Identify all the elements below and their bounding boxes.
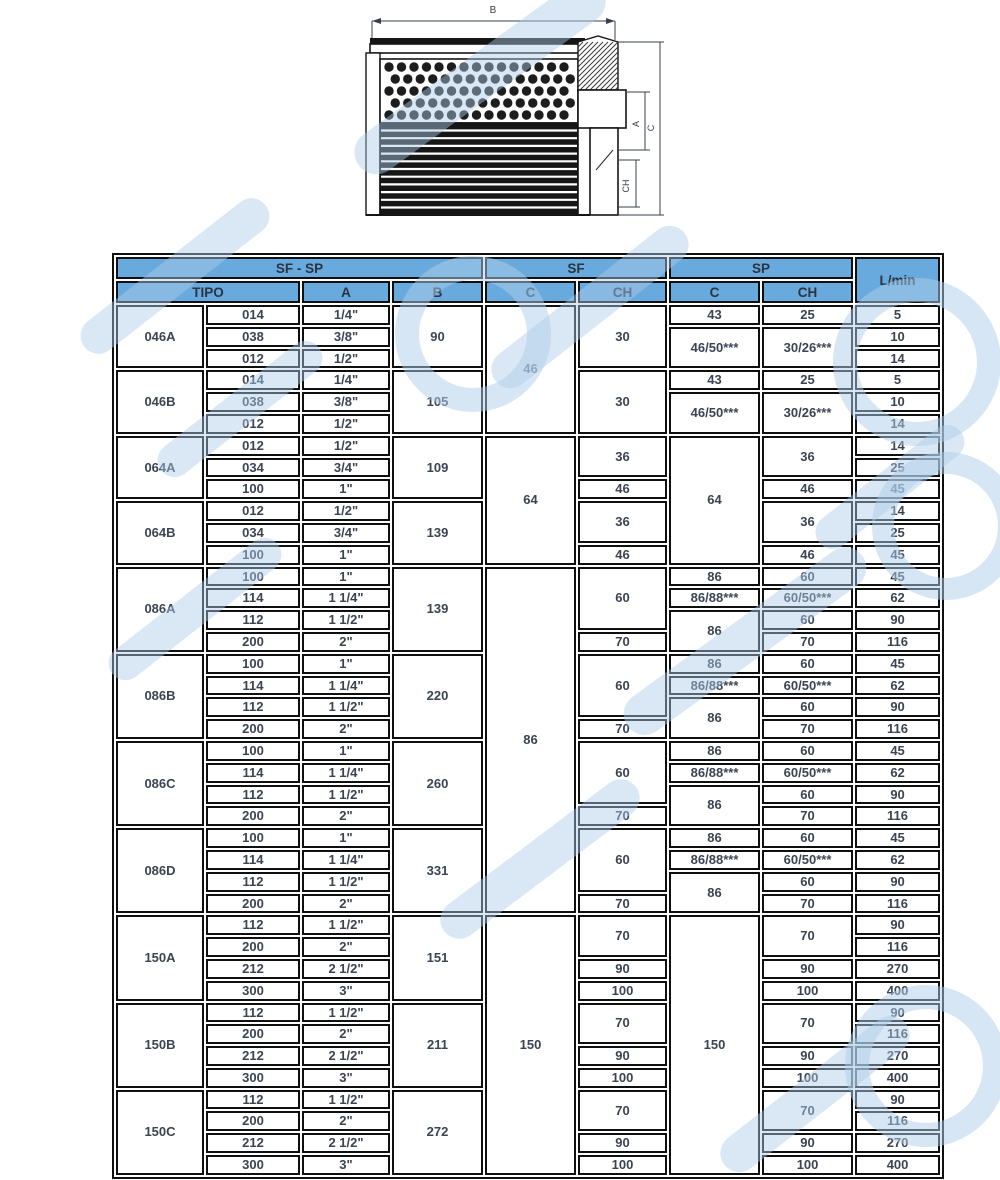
table-cell: 114 — [206, 763, 300, 783]
table-cell: 270 — [855, 1133, 940, 1153]
table-cell: 45 — [855, 828, 940, 848]
table-cell: 90 — [855, 785, 940, 805]
table-cell: 36 — [762, 501, 853, 543]
table-cell: 139 — [392, 567, 483, 652]
table-cell: 100 — [206, 654, 300, 674]
table-cell: 2" — [302, 632, 390, 652]
table-cell: 2" — [302, 894, 390, 914]
table-cell: 60 — [762, 828, 853, 848]
table-cell: 60/50*** — [762, 588, 853, 608]
table-cell: 60 — [578, 828, 667, 891]
table-cell: 1" — [302, 479, 390, 499]
table-cell: 151 — [392, 915, 483, 1000]
table-cell: 100 — [578, 981, 667, 1001]
table-cell: 62 — [855, 588, 940, 608]
table-cell: 90 — [762, 1046, 853, 1066]
table-cell: 300 — [206, 1068, 300, 1088]
table-cell: 45 — [855, 654, 940, 674]
table-cell: 60/50*** — [762, 763, 853, 783]
table-cell: 46 — [578, 479, 667, 499]
table-cell: 45 — [855, 545, 940, 565]
table-cell: 64 — [669, 436, 760, 565]
table-cell: 112 — [206, 610, 300, 630]
header-row — [116, 281, 940, 303]
table-cell: 30/26*** — [762, 327, 853, 369]
table-cell: 100 — [762, 1155, 853, 1175]
column-header: SF — [485, 257, 667, 279]
table-cell: 86 — [669, 567, 760, 587]
table-cell: 112 — [206, 1090, 300, 1110]
table-cell: 2" — [302, 1111, 390, 1131]
table-cell: 331 — [392, 828, 483, 913]
table-cell: 30 — [578, 305, 667, 368]
table-cell: 046B — [116, 370, 204, 433]
table-cell: 1 1/2" — [302, 785, 390, 805]
table-cell: 220 — [392, 654, 483, 739]
table-cell: 25 — [762, 370, 853, 390]
table-cell: 1 1/2" — [302, 610, 390, 630]
table-cell: 60 — [578, 654, 667, 717]
filter-left-cap — [366, 53, 380, 215]
table-cell: 1/2" — [302, 501, 390, 521]
table-cell: 90 — [762, 959, 853, 979]
dim-label-c: C — [646, 124, 656, 132]
table-cell: 100 — [578, 1155, 667, 1175]
table-cell: 2" — [302, 937, 390, 957]
table-cell: 100 — [762, 981, 853, 1001]
table-cell: 30/26*** — [762, 392, 853, 434]
table-cell: 100 — [206, 828, 300, 848]
table-cell: 086B — [116, 654, 204, 739]
table-cell: 112 — [206, 697, 300, 717]
port-boss — [590, 128, 618, 215]
filter-top-flange — [370, 44, 585, 53]
table-cell: 86/88*** — [669, 676, 760, 696]
table-cell: 014 — [206, 370, 300, 390]
table-cell: 3" — [302, 1068, 390, 1088]
table-cell: 1/4" — [302, 370, 390, 390]
table-cell: 70 — [578, 894, 667, 914]
table-cell: 1 1/4" — [302, 588, 390, 608]
table-cell: 5 — [855, 305, 940, 325]
table-cell: 1/2" — [302, 349, 390, 369]
column-header: CH — [762, 281, 853, 303]
arrowhead-left — [372, 18, 381, 24]
table-cell: 90 — [855, 697, 940, 717]
table-cell: 86 — [669, 610, 760, 652]
table-body — [116, 305, 940, 1175]
filter-technical-drawing — [350, 0, 680, 240]
table-cell: 2" — [302, 806, 390, 826]
table-cell: 36 — [578, 436, 667, 478]
header-row — [116, 257, 940, 279]
specifications-table — [112, 253, 944, 1179]
table-cell: 86/88*** — [669, 588, 760, 608]
table-cell: 270 — [855, 959, 940, 979]
table-cell: 70 — [762, 1090, 853, 1132]
table-cell: 1/4" — [302, 305, 390, 325]
column-header: C — [669, 281, 760, 303]
table-cell: 90 — [392, 305, 483, 368]
table-cell: 100 — [578, 1068, 667, 1088]
table-cell: 1 1/2" — [302, 915, 390, 935]
table-cell: 400 — [855, 981, 940, 1001]
table-cell: 270 — [855, 1046, 940, 1066]
table-cell: 114 — [206, 588, 300, 608]
table-cell: 1/2" — [302, 414, 390, 434]
table-cell: 1 1/2" — [302, 872, 390, 892]
table-cell: 1" — [302, 741, 390, 761]
table-cell: 10 — [855, 392, 940, 412]
table-cell: 3" — [302, 1155, 390, 1175]
table-cell: 60 — [578, 567, 667, 630]
table-cell: 43 — [669, 370, 760, 390]
table-cell: 25 — [855, 523, 940, 543]
table-cell: 45 — [855, 479, 940, 499]
table-cell: 90 — [762, 1133, 853, 1153]
table-cell: 36 — [578, 501, 667, 543]
table-cell: 112 — [206, 785, 300, 805]
table-cell: 100 — [206, 741, 300, 761]
table-cell: 212 — [206, 1133, 300, 1153]
table-cell: 30 — [578, 370, 667, 433]
table-cell: 1 1/4" — [302, 676, 390, 696]
table-cell: 012 — [206, 501, 300, 521]
table-header — [116, 257, 940, 303]
table-cell: 46 — [578, 545, 667, 565]
table-cell: 60 — [762, 785, 853, 805]
table-cell: 064B — [116, 501, 204, 564]
table-cell: 2" — [302, 1024, 390, 1044]
table-cell: 64 — [485, 436, 576, 565]
dim-label-ch: CH — [621, 179, 631, 193]
table-cell: 86 — [669, 741, 760, 761]
table-cell: 46 — [762, 545, 853, 565]
table-cell: 1" — [302, 654, 390, 674]
table-cell: 86 — [669, 654, 760, 674]
table-cell: 116 — [855, 1111, 940, 1131]
table-cell: 1 1/2" — [302, 1003, 390, 1023]
table-cell: 200 — [206, 1111, 300, 1131]
table-cell: 14 — [855, 349, 940, 369]
table-cell: 200 — [206, 894, 300, 914]
table-cell: 1 1/2" — [302, 1090, 390, 1110]
table-cell: 2 1/2" — [302, 1133, 390, 1153]
table-cell: 70 — [578, 915, 667, 957]
table-cell: 86 — [485, 567, 576, 914]
table-cell: 114 — [206, 850, 300, 870]
table-cell: 116 — [855, 1024, 940, 1044]
table-cell: 112 — [206, 915, 300, 935]
table-cell: 70 — [578, 1003, 667, 1045]
table-cell: 60/50*** — [762, 676, 853, 696]
table-cell: 25 — [762, 305, 853, 325]
table-cell: 086D — [116, 828, 204, 913]
table-cell: 300 — [206, 981, 300, 1001]
table-cell: 90 — [578, 959, 667, 979]
table-cell: 038 — [206, 327, 300, 347]
table-cell: 1 1/4" — [302, 850, 390, 870]
table-cell: 200 — [206, 632, 300, 652]
table-cell: 90 — [855, 610, 940, 630]
table-cell: 112 — [206, 1003, 300, 1023]
table-cell: 86/88*** — [669, 763, 760, 783]
table-cell: 012 — [206, 436, 300, 456]
table-cell: 90 — [855, 1003, 940, 1023]
table-cell: 200 — [206, 719, 300, 739]
table-cell: 43 — [669, 305, 760, 325]
column-header: L/min — [855, 257, 940, 303]
table-cell: 3/8" — [302, 327, 390, 347]
table-cell: 114 — [206, 676, 300, 696]
table-cell: 139 — [392, 501, 483, 564]
table-cell: 45 — [855, 567, 940, 587]
table-cell: 70 — [762, 806, 853, 826]
table-cell: 70 — [762, 1003, 853, 1045]
table-cell: 014 — [206, 305, 300, 325]
table-cell: 112 — [206, 872, 300, 892]
table-cell: 1 1/4" — [302, 763, 390, 783]
table-cell: 25 — [855, 458, 940, 478]
column-header: B — [392, 281, 483, 303]
table-cell: 90 — [578, 1046, 667, 1066]
table-cell: 150 — [485, 915, 576, 1175]
table-cell: 116 — [855, 894, 940, 914]
table-cell: 100 — [206, 479, 300, 499]
table-cell: 60 — [762, 872, 853, 892]
dim-label-a: A — [631, 120, 641, 128]
table-cell: 100 — [206, 545, 300, 565]
table-cell: 3/8" — [302, 392, 390, 412]
table-cell: 086A — [116, 567, 204, 652]
table-cell: 2 1/2" — [302, 959, 390, 979]
table-cell: 86 — [669, 785, 760, 827]
table-cell: 1" — [302, 567, 390, 587]
column-header: A — [302, 281, 390, 303]
table-cell: 150C — [116, 1090, 204, 1175]
table-cell: 212 — [206, 1046, 300, 1066]
table-cell: 116 — [855, 719, 940, 739]
table-cell: 109 — [392, 436, 483, 499]
table-cell: 5 — [855, 370, 940, 390]
table-cell: 70 — [578, 1090, 667, 1132]
table-cell: 86/88*** — [669, 850, 760, 870]
table-cell: 70 — [578, 632, 667, 652]
table-cell: 60 — [762, 610, 853, 630]
column-header: SF - SP — [116, 257, 483, 279]
table-cell: 2 1/2" — [302, 1046, 390, 1066]
table-cell: 62 — [855, 850, 940, 870]
table-cell: 400 — [855, 1155, 940, 1175]
table-cell: 90 — [855, 872, 940, 892]
table-cell: 105 — [392, 370, 483, 433]
column-header: CH — [578, 281, 667, 303]
table-cell: 116 — [855, 937, 940, 957]
table-cell: 116 — [855, 806, 940, 826]
table-cell: 400 — [855, 1068, 940, 1088]
table-cell: 150A — [116, 915, 204, 1000]
table-cell: 046A — [116, 305, 204, 368]
table-cell: 272 — [392, 1090, 483, 1175]
table-cell: 10 — [855, 327, 940, 347]
table-cell: 012 — [206, 349, 300, 369]
table-row — [116, 305, 940, 325]
table-cell: 70 — [762, 719, 853, 739]
table-cell: 116 — [855, 632, 940, 652]
table-cell: 70 — [762, 915, 853, 957]
table-cell: 90 — [578, 1133, 667, 1153]
table-row — [116, 436, 940, 456]
table-cell: 100 — [762, 1068, 853, 1088]
table-cell: 70 — [762, 632, 853, 652]
arrowhead-right — [606, 18, 615, 24]
table-cell: 200 — [206, 1024, 300, 1044]
table-cell: 46 — [485, 305, 576, 434]
table-cell: 086C — [116, 741, 204, 826]
table-cell: 150 — [669, 915, 760, 1175]
table-cell: 200 — [206, 806, 300, 826]
table-cell: 90 — [855, 915, 940, 935]
table-cell: 3/4" — [302, 458, 390, 478]
table-cell: 100 — [206, 567, 300, 587]
table-cell: 70 — [762, 894, 853, 914]
table-cell: 60 — [762, 741, 853, 761]
table-cell: 1" — [302, 828, 390, 848]
table-cell: 60 — [762, 567, 853, 587]
table-cell: 200 — [206, 937, 300, 957]
hex-nut — [578, 90, 626, 128]
table-cell: 62 — [855, 676, 940, 696]
table-cell: 46/50*** — [669, 327, 760, 369]
table-cell: 1" — [302, 545, 390, 565]
table-cell: 62 — [855, 763, 940, 783]
table-cell: 60 — [578, 741, 667, 804]
table-cell: 14 — [855, 414, 940, 434]
table-cell: 45 — [855, 741, 940, 761]
filter-top-rim — [370, 38, 585, 44]
table-cell: 86 — [669, 697, 760, 739]
column-header: SP — [669, 257, 853, 279]
table-cell: 3" — [302, 981, 390, 1001]
table-cell: 064A — [116, 436, 204, 499]
table-cell: 212 — [206, 959, 300, 979]
column-header: TIPO — [116, 281, 300, 303]
table-cell: 60 — [762, 654, 853, 674]
table-cell: 211 — [392, 1003, 483, 1088]
table-cell: 60 — [762, 697, 853, 717]
table-cell: 70 — [578, 719, 667, 739]
table-cell: 70 — [578, 806, 667, 826]
table-cell: 46 — [762, 479, 853, 499]
table-cell: 012 — [206, 414, 300, 434]
table-cell: 14 — [855, 501, 940, 521]
table-cell: 300 — [206, 1155, 300, 1175]
table-cell: 46/50*** — [669, 392, 760, 434]
table-cell: 3/4" — [302, 523, 390, 543]
table-cell: 150B — [116, 1003, 204, 1088]
table-cell: 90 — [855, 1090, 940, 1110]
dim-label-b: B — [489, 5, 497, 16]
table-cell: 86 — [669, 828, 760, 848]
table-cell: 14 — [855, 436, 940, 456]
table-row — [116, 915, 940, 935]
table-cell: 034 — [206, 523, 300, 543]
table-cell: 60/50*** — [762, 850, 853, 870]
table-cell: 034 — [206, 458, 300, 478]
table-cell: 1/2" — [302, 436, 390, 456]
table-cell: 038 — [206, 392, 300, 412]
table-cell: 36 — [762, 436, 853, 478]
table-cell: 86 — [669, 872, 760, 914]
table-cell: 1 1/2" — [302, 697, 390, 717]
table-cell: 260 — [392, 741, 483, 826]
column-header: C — [485, 281, 576, 303]
table-row — [116, 567, 940, 587]
table-cell: 2" — [302, 719, 390, 739]
